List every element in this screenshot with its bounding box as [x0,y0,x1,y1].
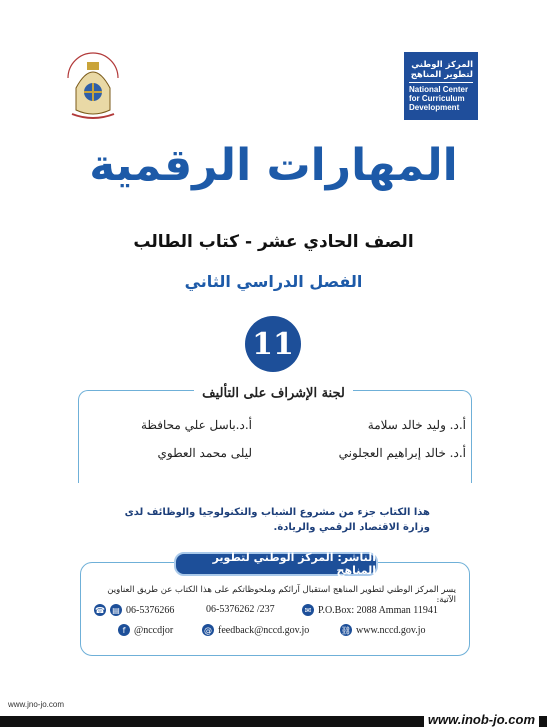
nccd-logo-arabic-1: المركز الوطني [411,60,473,70]
nccd-logo-arabic-2: لتطوير المناهج [410,70,473,80]
book-title: المهارات الرقمية [89,140,458,191]
email-contact [202,624,309,636]
committee-member: أ.د. خالد إبراهيم العجلوني [338,446,466,460]
facebook-handle[interactable]: @nccdjor [134,624,174,636]
nccd-logo [404,52,478,120]
website-url[interactable]: www.nccd.gov.jo [356,624,426,636]
nccd-logo-en-3: Development [409,103,460,112]
nccd-logo-divider [409,82,473,83]
committee-frame [78,390,472,483]
publisher-badge: الناشر: المركز الوطني لتطوير المناهج [174,552,378,576]
committee-member: أ.د. وليد خالد سلامة [367,418,466,432]
facebook-contact [118,624,173,636]
committee-title: لجنة الإشراف على التأليف [194,386,353,401]
phone-contact [206,604,275,615]
link-icon: ⛓ [340,625,352,635]
committee-member: أ.د.باسل علي محافظة [140,418,252,432]
project-note: هذا الكتاب جزء من مشروع الشباب والتكنولوجيا والوظائف لدى وزارة الاقتصاد الرقمي والريادة. [124,507,430,533]
email-address[interactable]: feedback@nccd.gov.jo [218,624,310,636]
pobox-value: P.O.Box: 2088 Amman 11941 [318,604,438,616]
fax-number: 06-5376266 [126,604,175,616]
footer-site-right[interactable]: www.inob-jo.com [424,712,539,727]
coat-of-arms-icon [62,48,124,126]
contact-intro: يسر المركز الوطني لتطوير المناهج استقبال آرائكم وملحوظاتكم على هذا الكتاب عن طريق العناوين الآتية: [107,585,456,605]
committee-heading [0,382,547,401]
semester-label: الفصل الدراسي الثاني [184,272,363,291]
committee-member: ليلى محمد العطوي [157,446,252,460]
at-icon: @ [204,625,212,635]
nccd-logo-en-1: National Center [409,85,469,94]
book-subtitle: الصف الحادي عشر - كتاب الطالب [133,232,414,252]
nccd-logo-en-2: for Curriculum [409,94,465,103]
facebook-icon: f [118,624,130,636]
phone-icon: ☎ [95,605,105,615]
fax-contact [94,604,174,616]
grade-badge: 11 [245,316,301,372]
phone-number: 06-5376262 /237 [206,604,275,615]
jordan-emblem [62,48,124,126]
website-contact [340,624,426,636]
pobox-contact [302,604,438,616]
mail-icon: ✉ [302,604,314,616]
fax-icon: ▤ [110,604,122,616]
footer-site-left[interactable]: www.jno-jo.com [8,700,65,709]
